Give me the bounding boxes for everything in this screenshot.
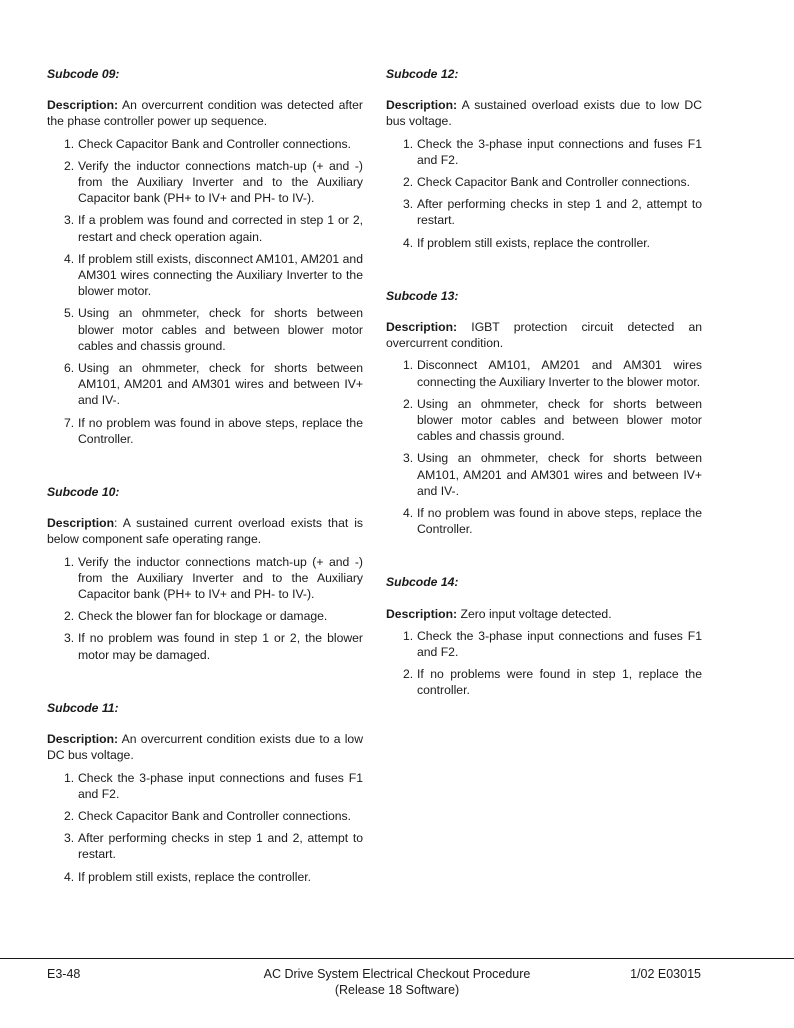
step-text: Check Capacitor Bank and Controller connections.	[78, 136, 352, 151]
subcode-title: Subcode 10:	[47, 485, 120, 500]
step-item	[47, 770, 363, 802]
steps-list	[47, 770, 363, 885]
description-text: : A sustained current overload exists that is below component safe operating range.	[47, 516, 363, 547]
step-text: Verify the inductor connections match-up (+ and -) from the Auxiliary Inverter and to the Auxiliary Capacitor bank (PH+ to IV+ and PH- to IV-).	[78, 554, 363, 602]
subcode-12-section	[386, 66, 702, 251]
subcode-description	[386, 319, 702, 351]
step-text: Check the blower fan for blockage or damage.	[78, 609, 328, 624]
step-number: 4.	[64, 869, 75, 884]
steps-list	[386, 628, 702, 699]
subcode-14-section	[386, 574, 702, 698]
step-item	[386, 196, 702, 228]
step-text: Verify the inductor connections match-up (+ and -) from the Auxiliary Inverter and to the Auxiliary Capacitor bank (PH+ to IV+ and PH- to IV-).	[78, 158, 363, 206]
step-text: Check Capacitor Bank and Controller connections.	[78, 808, 352, 823]
step-text: After performing checks in step 1 and 2, attempt to restart.	[417, 197, 702, 228]
description-label: Description:	[386, 606, 458, 621]
step-text: If problem still exists, replace the controller.	[417, 235, 651, 250]
description-text: Zero input voltage detected.	[457, 606, 612, 621]
step-number: 1.	[403, 136, 414, 151]
description-label: Description:	[47, 732, 119, 747]
step-text: Check the 3-phase input connections and fuses F1 and F2.	[417, 136, 702, 167]
step-text: Check the 3-phase input connections and fuses F1 and F2.	[417, 628, 702, 660]
left-column	[47, 66, 363, 891]
step-text: If problem still exists, disconnect AM101, AM201 and AM301 wires connecting the Auxiliary Inverter to the blower motor.	[78, 251, 363, 299]
subcode-title: Subcode 11:	[47, 700, 119, 715]
steps-list	[386, 357, 702, 537]
description-text: IGBT protection circuit detected an overcurrent condition.	[386, 320, 702, 351]
footer-title-line-1: AC Drive System Electrical Checkout Procedure	[263, 967, 531, 981]
description-text: A sustained overload exists due to low DC bus voltage.	[386, 98, 702, 129]
step-number: 1.	[64, 136, 75, 151]
step-text: If no problem was found in above steps, replace the Controller.	[417, 506, 702, 537]
step-text: If no problem was found in step 1 or 2, the blower motor may be damaged.	[78, 631, 363, 662]
step-text: Check the 3-phase input connections and fuses F1 and F2.	[78, 770, 363, 801]
description-label: Description:	[386, 320, 458, 335]
step-item	[386, 396, 702, 445]
step-item	[47, 136, 363, 152]
step-item	[47, 415, 363, 447]
footer-title-line-2: (Release 18 Software)	[334, 983, 460, 997]
subcode-10-section	[47, 484, 363, 663]
step-number: 3.	[64, 213, 75, 228]
step-item	[386, 235, 702, 251]
step-item	[47, 305, 363, 354]
step-item	[386, 666, 702, 698]
subcode-11-section	[47, 700, 363, 885]
step-text: Using an ohmmeter, check for shorts between blower motor cables and between blower motor cables and chassis ground.	[417, 396, 702, 444]
step-number: 2.	[403, 175, 414, 190]
step-text: Using an ohmmeter, check for shorts between AM101, AM201 and AM301 wires and between IV+ and IV-.	[78, 361, 363, 408]
step-item	[47, 830, 363, 862]
step-text: If no problems were found in step 1, replace the controller.	[417, 667, 702, 698]
description-text: An overcurrent condition exists due to a low DC bus voltage.	[47, 732, 363, 763]
step-text: If no problem was found in above steps, replace the Controller.	[78, 415, 363, 446]
subcode-description	[47, 731, 363, 763]
subcode-title: Subcode 09:	[47, 67, 120, 81]
step-text: Check Capacitor Bank and Controller connections.	[417, 175, 691, 190]
step-item	[386, 357, 702, 389]
step-text: Using an ohmmeter, check for shorts between AM101, AM201 and AM301 wires and between IV+ and IV-.	[417, 451, 702, 498]
description-label: Description:	[386, 98, 458, 113]
footer-page-number: E3-48	[47, 967, 81, 981]
step-number: 3.	[403, 197, 414, 212]
step-number: 2.	[403, 667, 414, 682]
step-number: 3.	[403, 451, 414, 466]
steps-list	[47, 554, 363, 663]
step-number: 5.	[64, 306, 75, 321]
step-item	[47, 869, 363, 885]
subcode-title: Subcode 13:	[386, 288, 459, 303]
step-item	[386, 136, 702, 168]
step-number: 1.	[403, 628, 414, 643]
subcode-description	[386, 97, 702, 129]
step-item	[47, 158, 363, 207]
subcode-title: Subcode 14:	[386, 575, 459, 590]
step-number: 4.	[64, 251, 75, 266]
step-text: If problem still exists, replace the controller.	[78, 869, 312, 884]
step-item	[47, 251, 363, 300]
step-item	[47, 360, 363, 409]
step-number: 2.	[64, 158, 75, 173]
steps-list	[386, 136, 702, 251]
step-item	[47, 608, 363, 624]
step-number: 3.	[64, 631, 75, 646]
step-number: 3.	[64, 831, 75, 846]
step-number: 7.	[64, 415, 75, 430]
step-item	[47, 554, 363, 603]
step-item	[47, 808, 363, 824]
subcode-title: Subcode 12:	[386, 67, 459, 81]
right-column	[386, 66, 702, 705]
footer-divider	[0, 958, 794, 959]
subcode-09-section	[47, 66, 363, 447]
steps-list	[47, 136, 363, 447]
step-number: 2.	[64, 609, 75, 624]
step-item	[47, 212, 363, 244]
step-number: 4.	[403, 506, 414, 521]
step-item	[386, 628, 702, 660]
step-text: Using an ohmmeter, check for shorts between blower motor cables and between blower motor cables and chassis ground.	[78, 306, 363, 353]
step-number: 1.	[403, 358, 414, 373]
step-number: 6.	[64, 361, 75, 376]
step-number: 1.	[64, 770, 75, 785]
description-text: An overcurrent condition was detected after the phase controller power up sequence.	[47, 98, 363, 129]
subcode-description	[47, 97, 363, 129]
subcode-description	[47, 515, 363, 547]
footer-doc-code: 1/02 E03015	[630, 967, 701, 981]
step-item	[386, 505, 702, 537]
step-number: 2.	[64, 808, 75, 823]
step-text: Disconnect AM101, AM201 and AM301 wires connecting the Auxiliary Inverter to the blower motor.	[417, 358, 702, 389]
step-text: After performing checks in step 1 and 2, attempt to restart.	[78, 831, 363, 862]
step-item	[386, 174, 702, 190]
step-item	[386, 450, 702, 499]
subcode-description	[386, 606, 702, 622]
description-label: Description:	[47, 98, 119, 113]
description-label: Description	[47, 516, 115, 531]
step-item	[47, 630, 363, 662]
step-number: 4.	[403, 235, 414, 250]
step-number: 2.	[403, 396, 414, 411]
step-number: 1.	[64, 554, 75, 569]
step-text: If a problem was found and corrected in step 1 or 2, restart and check operation again.	[78, 213, 363, 244]
subcode-13-section	[386, 288, 702, 538]
